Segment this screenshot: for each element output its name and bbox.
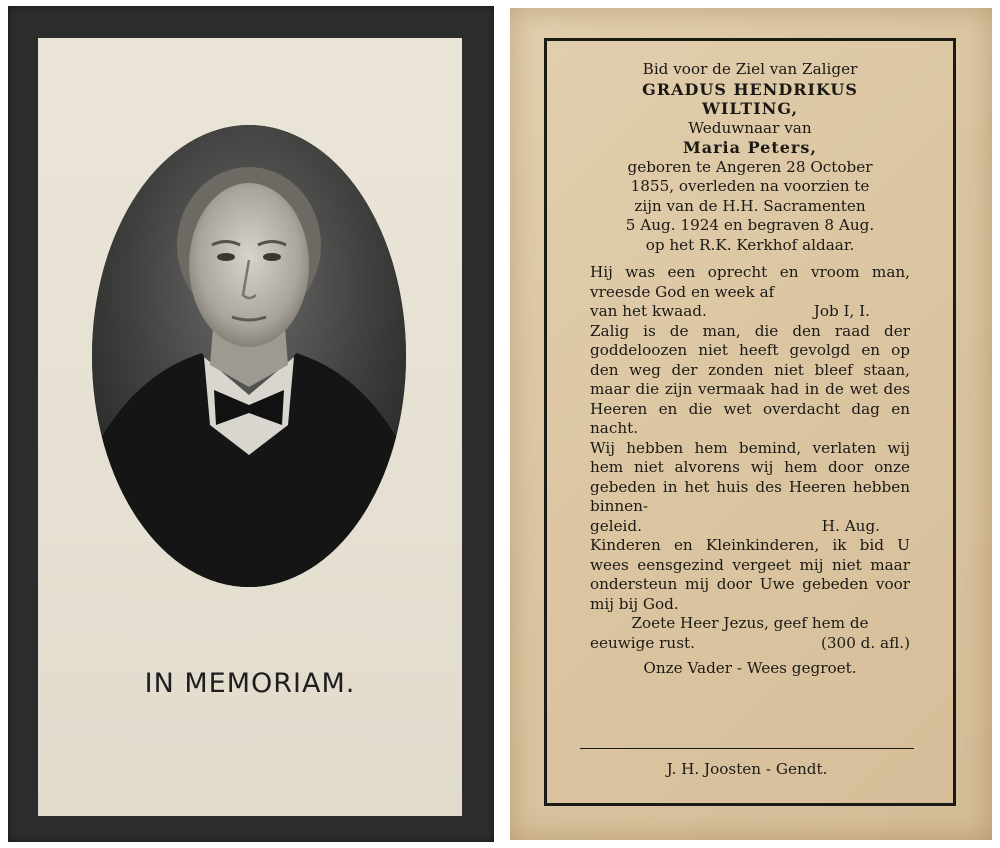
in-memoriam-heading: IN MEMORIAM. [144,668,356,699]
printer-credit: J. H. Joosten - Gendt. [666,760,828,778]
bio-line: 1855, overleden na voorzien te [630,177,870,195]
spouse-name: Maria Peters, [683,138,817,157]
bio-block [590,158,910,256]
paragraph-3-body: Wij hebben hem bemind, verlaten wij hem niet alvorens wij hem door onze gebeden in het huis des Heeren hebben binnen- [590,438,910,515]
closing-prayers: Onze Vader - Wees gegroet. [643,659,857,677]
paragraph-3-last: geleid. [590,516,642,535]
bio-line: geboren te Angeren 28 October [627,157,873,176]
portrait-photo [92,125,406,587]
intro-line: Bid voor de Ziel van Zaliger [642,60,858,78]
memorial-card-front [8,6,494,842]
paragraph-3 [590,439,910,537]
paragraph-1-body: Hij was een oprecht en vroom man, vreesde God en week af [590,263,910,301]
paragraph-5 [590,614,910,653]
paragraph-5-last: eeuwige rust. [590,633,695,652]
paragraph-5-body: Zoete Heer Jezus, geef hem de [631,614,869,632]
memorial-text [590,60,910,679]
memorial-card-back [510,8,992,840]
paragraph-4: Kinderen en Kleinkinderen, ik bid U wees eensgezind vergeet mij niet maar ondersteun mij door Uwe gebeden voor mij bij God. [590,536,910,613]
paragraph-1-reference: Job I, I. [813,302,870,320]
paragraph-3-end [590,517,910,537]
paragraph-1 [590,263,910,322]
paragraph-5-end [590,634,910,654]
paragraph-2: Zalig is de man, die den raad der goddeloozen niet heeft gevolgd en op den weg der zonden niet bleef staan, maar die zijn vermaak had in de wet des Heeren en die wet overdacht dag en nacht. [590,321,910,437]
bio-line: 5 Aug. 1924 en begraven 8 Aug. [625,216,875,234]
bio-line: zijn van de H.H. Sacramenten [634,196,866,215]
paragraph-1-end [590,302,910,322]
paragraph-5-reference: (300 d. afl.) [820,633,910,652]
paragraph-3-reference: H. Aug. [821,516,880,535]
divider-line [580,748,914,749]
portrait-illustration [92,125,406,587]
front-panel [38,38,462,816]
paragraph-1-last: van het kwaad. [590,302,707,320]
deceased-name-line1: GRADUS HENDRIKUS [642,79,858,99]
deceased-name-line2: WILTING, [701,99,799,118]
relation-line: Weduwnaar van [688,118,812,137]
bio-line: op het R.K. Kerkhof aldaar. [645,235,855,254]
